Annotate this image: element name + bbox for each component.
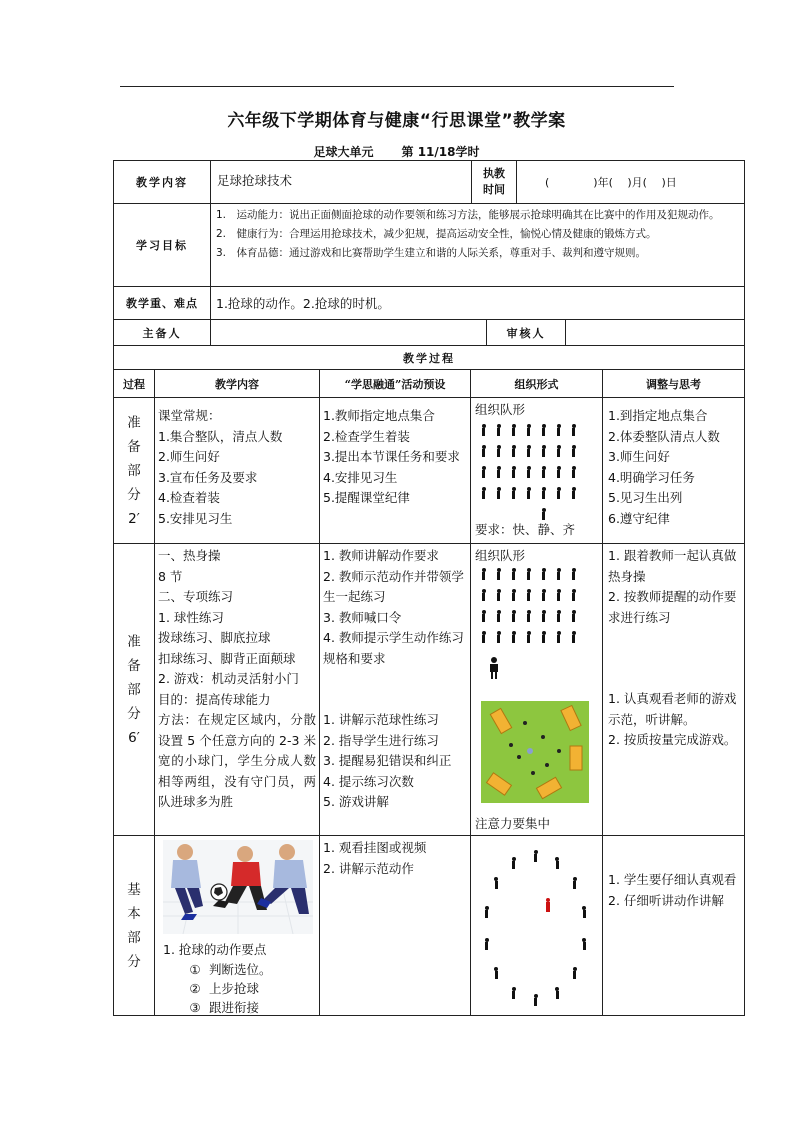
- activity-line: 1. 讲解示范球性练习: [323, 712, 439, 727]
- formation-grid: [481, 568, 591, 668]
- stage-char: 部: [127, 929, 141, 946]
- content-line: 拨球练习、脚底拉球: [158, 630, 271, 645]
- goals-cell: [210, 203, 745, 287]
- content-value: 足球抢球技术: [217, 173, 293, 188]
- student-figure: [556, 610, 561, 622]
- activity-basic: [319, 835, 471, 1016]
- stage-char: 基: [127, 881, 141, 898]
- student-figure: [481, 424, 486, 436]
- student-figure: [481, 466, 486, 478]
- reflect-line: 1. 认真观看老师的游戏示范，听讲解。: [608, 691, 737, 727]
- player: [545, 763, 549, 767]
- stage-char: 本: [127, 905, 141, 922]
- stage-char: 分: [127, 953, 141, 970]
- player: [509, 743, 513, 747]
- content-value-cell: [210, 160, 472, 204]
- col-header-content: 教学内容: [154, 369, 320, 398]
- student-figure: [541, 610, 546, 622]
- student-figure: [571, 424, 576, 436]
- page-title: 六年级下学期体育与健康“行思课堂”教学案: [227, 111, 566, 131]
- student-figure: [572, 877, 577, 889]
- list-text: 跟进衔接: [209, 1000, 260, 1015]
- tackle-illustration: [163, 840, 313, 934]
- reflect-line: 1. 学生要仔细认真观看: [608, 872, 737, 887]
- circle-formation: [471, 836, 603, 1016]
- student-figure: [511, 631, 516, 643]
- activity-line: 1.教师指定地点集合: [323, 408, 435, 423]
- date-label-line1: 执教: [483, 167, 505, 180]
- content-line: 1. 抢球的动作要点: [163, 942, 267, 957]
- list-number: ②: [189, 981, 201, 996]
- student-figure: [511, 487, 516, 499]
- student-figure: [496, 568, 501, 580]
- student-figure: [496, 424, 501, 436]
- student-figure: [511, 445, 516, 457]
- activity-line: 5.提醒课堂纪律: [323, 490, 410, 505]
- activity-line: 1. 教师讲解动作要求: [323, 548, 439, 563]
- goal-item: 2. 健康行为：合理运用抢球技术，减少犯规，提高运动安全性，愉悦心情及健康的锻炼方式。: [216, 228, 657, 240]
- col-header-activity: “学思融通”活动预设: [319, 369, 471, 398]
- reflect-prep-2: [602, 543, 745, 836]
- student-figure: [556, 445, 561, 457]
- date-label-line2: 时间: [483, 183, 505, 196]
- student-figure: [541, 589, 546, 601]
- stage-char: 准: [127, 414, 141, 431]
- key-points-value: 1.抢球的动作。2.抢球的时机。: [210, 286, 745, 320]
- list-item: [181, 960, 272, 979]
- student-figure: [541, 568, 546, 580]
- activity-line: 4. 提示练习次数: [323, 773, 414, 789]
- student-figure: [555, 857, 560, 869]
- reflect-line: 6.遵守纪律: [608, 510, 670, 526]
- student-figure: [556, 466, 561, 478]
- stage-prep-2: [113, 543, 155, 836]
- teacher-figure: [490, 657, 498, 679]
- student-figure: [481, 487, 486, 499]
- student-figure: [484, 906, 489, 918]
- page-subtitle: [0, 143, 793, 160]
- list-number: ①: [189, 962, 201, 977]
- student-figure: [511, 857, 516, 869]
- stage-prep-1: [113, 397, 155, 544]
- student-figure: [582, 938, 587, 950]
- list-item: [181, 979, 272, 998]
- student-figure: [496, 610, 501, 622]
- student-figure: [511, 424, 516, 436]
- activity-group-b: [323, 710, 467, 813]
- col-header-organization: 组织形式: [470, 369, 603, 398]
- game-field-diagram: [481, 701, 589, 803]
- student-figure: [511, 568, 516, 580]
- activity-line: 3. 提醒易犯错误和纠正: [323, 753, 452, 768]
- activity-line: 3.提出本节课任务和要求: [323, 449, 460, 464]
- content-line: 课堂常规：: [158, 408, 221, 423]
- content-line: 2. 游戏：机动灵活射小门: [158, 671, 299, 686]
- org-prep-1: [470, 397, 603, 544]
- stage-char: 备: [127, 438, 141, 455]
- content-line: 3.宣布任务及要求: [158, 469, 258, 485]
- content-line: 8 节: [158, 568, 183, 584]
- date-value: ( )年( )月( )日: [516, 160, 745, 204]
- reflect-line: 5.见习生出列: [608, 490, 683, 505]
- teacher-figure: [541, 508, 546, 520]
- content-line: 目的：提高传球能力: [158, 691, 271, 707]
- student-figure: [481, 589, 486, 601]
- student-figure: [541, 424, 546, 436]
- preparer-label: 主备人: [113, 319, 211, 346]
- player: [541, 735, 545, 739]
- content-basic: [154, 835, 320, 1016]
- student-figure: [526, 445, 531, 457]
- activity-line: 2. 指导学生进行练习: [323, 732, 439, 748]
- content-line: 1. 球性练习: [158, 609, 224, 625]
- key-points-list: [181, 960, 272, 1016]
- stage-char: 备: [127, 657, 141, 674]
- content-prep-2: [154, 543, 320, 836]
- activity-line: 4. 教师提示学生动作练习规格和要求: [323, 630, 464, 666]
- reflect-line: 3.师生问好: [608, 449, 670, 464]
- reviewer-label: 审核人: [486, 319, 566, 346]
- goal-item: 3. 体育品德：通过游戏和比赛帮助学生建立和谐的人际关系，尊重对手、裁判和遵守规则。: [216, 247, 647, 259]
- player: [517, 755, 521, 759]
- org-title: 组织队形: [475, 402, 526, 417]
- student-figure: [526, 610, 531, 622]
- ball: [527, 748, 533, 754]
- org-note: 注意力要集中: [475, 816, 551, 831]
- reflect-line: 1. 跟着教师一起认真做热身操: [608, 548, 737, 584]
- reflect-line: 2. 按质按量完成游戏。: [608, 732, 737, 747]
- student-figure: [533, 994, 538, 1006]
- student-figure: [582, 906, 587, 918]
- student-figure: [572, 967, 577, 979]
- student-figure: [511, 589, 516, 601]
- student-figure: [571, 589, 576, 601]
- player: [523, 721, 527, 725]
- student-figure: [481, 610, 486, 622]
- reflect-line: 2. 按教师提醒的动作要求进行练习: [608, 589, 737, 625]
- student-figure: [556, 487, 561, 499]
- reflect-line: 4.明确学习任务: [608, 469, 695, 485]
- student-figure: [571, 487, 576, 499]
- stage-char: 部: [127, 681, 141, 698]
- goals-label: 学习目标: [113, 203, 211, 287]
- reflect-basic: [602, 835, 745, 1016]
- activity-line: 2. 讲解示范动作: [323, 860, 414, 876]
- top-rule: [120, 86, 674, 87]
- org-note: 要求：快、静、齐: [475, 522, 576, 537]
- list-item: [181, 998, 272, 1016]
- student-figure: [511, 466, 516, 478]
- student-figure: [571, 568, 576, 580]
- date-label: [471, 160, 517, 204]
- student-figure: [496, 466, 501, 478]
- student-figure: [555, 987, 560, 999]
- stage-char: 准: [127, 633, 141, 650]
- org-basic: [470, 835, 603, 1016]
- content-label: 教学内容: [113, 160, 211, 204]
- col-header-reflection: 调整与思考: [602, 369, 745, 398]
- unit-name: 足球大单元: [313, 145, 374, 159]
- activity-prep-1: [319, 397, 471, 544]
- stage-char: 分: [127, 705, 141, 722]
- goal-item: 1. 运动能力：说出正面侧面抢球的动作要领和练习方法，能够展示抢球明确其在比赛中的作用及犯规动作。: [216, 209, 720, 221]
- student-figure: [571, 610, 576, 622]
- student-figure: [526, 568, 531, 580]
- student-figure: [481, 445, 486, 457]
- list-text: 上步抢球: [209, 981, 260, 996]
- content-line: 方法：在规定区域内，分散设置 5 个任意方向的 2-3 米宽的小球门，学生分成人数相等两组，没有守门员，两队进球多为胜: [158, 712, 316, 809]
- student-figure: [511, 610, 516, 622]
- activity-line: 4.安排见习生: [323, 469, 398, 485]
- student-figure: [496, 589, 501, 601]
- stage-char: 部: [127, 462, 141, 479]
- stage-char: 分: [127, 486, 141, 503]
- student-figure: [533, 850, 538, 862]
- activity-line: 5. 游戏讲解: [323, 794, 389, 809]
- stage-char: 2′: [128, 510, 140, 527]
- student-figure: [556, 424, 561, 436]
- player: [531, 771, 535, 775]
- activity-prep-2: [319, 543, 471, 836]
- process-header: 教学过程: [113, 345, 745, 370]
- student-figure: [494, 877, 499, 889]
- student-figure: [526, 487, 531, 499]
- student-figure: [541, 466, 546, 478]
- student-figure: [556, 589, 561, 601]
- activity-line: 2.检查学生着装: [323, 428, 410, 444]
- preparer-value: [210, 319, 487, 346]
- content-line: 5.安排见习生: [158, 510, 233, 526]
- org-prep-2: [470, 543, 603, 836]
- org-title: 组织队形: [475, 548, 526, 563]
- student-figure: [541, 487, 546, 499]
- student-figure: [496, 487, 501, 499]
- list-text: 判断选位。: [209, 962, 272, 977]
- content-line: 4.检查着装: [158, 490, 220, 505]
- stage-basic: [113, 835, 155, 1016]
- player: [557, 749, 561, 753]
- student-figure: [556, 568, 561, 580]
- student-figure: [484, 938, 489, 950]
- reviewer-value: [565, 319, 745, 346]
- key-points-label: 教学重、难点: [113, 286, 211, 320]
- reflect-line: 2.体委整队清点人数: [608, 428, 720, 444]
- student-figure: [511, 987, 516, 999]
- student-figure: [526, 631, 531, 643]
- student-figure: [571, 466, 576, 478]
- teacher-figure-red: [545, 898, 551, 912]
- student-figure: [571, 631, 576, 643]
- small-goal: [570, 746, 582, 770]
- activity-line: 3. 教师喊口令: [323, 609, 402, 625]
- stage-char: 6′: [128, 729, 140, 746]
- student-figure: [556, 631, 561, 643]
- formation-grid: [481, 424, 591, 514]
- student-figure: [494, 967, 499, 979]
- student-figure: [526, 424, 531, 436]
- list-number: ③: [189, 1000, 201, 1015]
- content-line: 2.师生问好: [158, 449, 220, 464]
- content-line: 扣球练习、脚背正面颠球: [158, 650, 296, 666]
- content-prep-1: [154, 397, 320, 544]
- student-figure: [526, 589, 531, 601]
- reflect-prep-1: [602, 397, 745, 544]
- content-line: 二、专项练习: [158, 589, 234, 604]
- lesson-number: 第 11/18学时: [401, 145, 480, 159]
- student-figure: [541, 445, 546, 457]
- reflect-group-b: [608, 689, 741, 751]
- student-figure: [481, 568, 486, 580]
- student-figure: [541, 631, 546, 643]
- reflect-line: 2. 仔细听讲动作讲解: [608, 892, 724, 908]
- student-figure: [526, 466, 531, 478]
- student-figure: [481, 631, 486, 643]
- student-figure: [496, 631, 501, 643]
- student-figure: [496, 445, 501, 457]
- col-header-stage: 过程: [113, 369, 155, 398]
- activity-line: 1. 观看挂图或视频: [323, 840, 427, 855]
- activity-line: 2. 教师示范动作并带领学生一起练习: [323, 568, 464, 604]
- student-figure: [571, 445, 576, 457]
- reflect-line: 1.到指定地点集合: [608, 408, 708, 423]
- content-line: 一、热身操: [158, 548, 221, 563]
- content-line: 1.集合整队，清点人数: [158, 428, 283, 444]
